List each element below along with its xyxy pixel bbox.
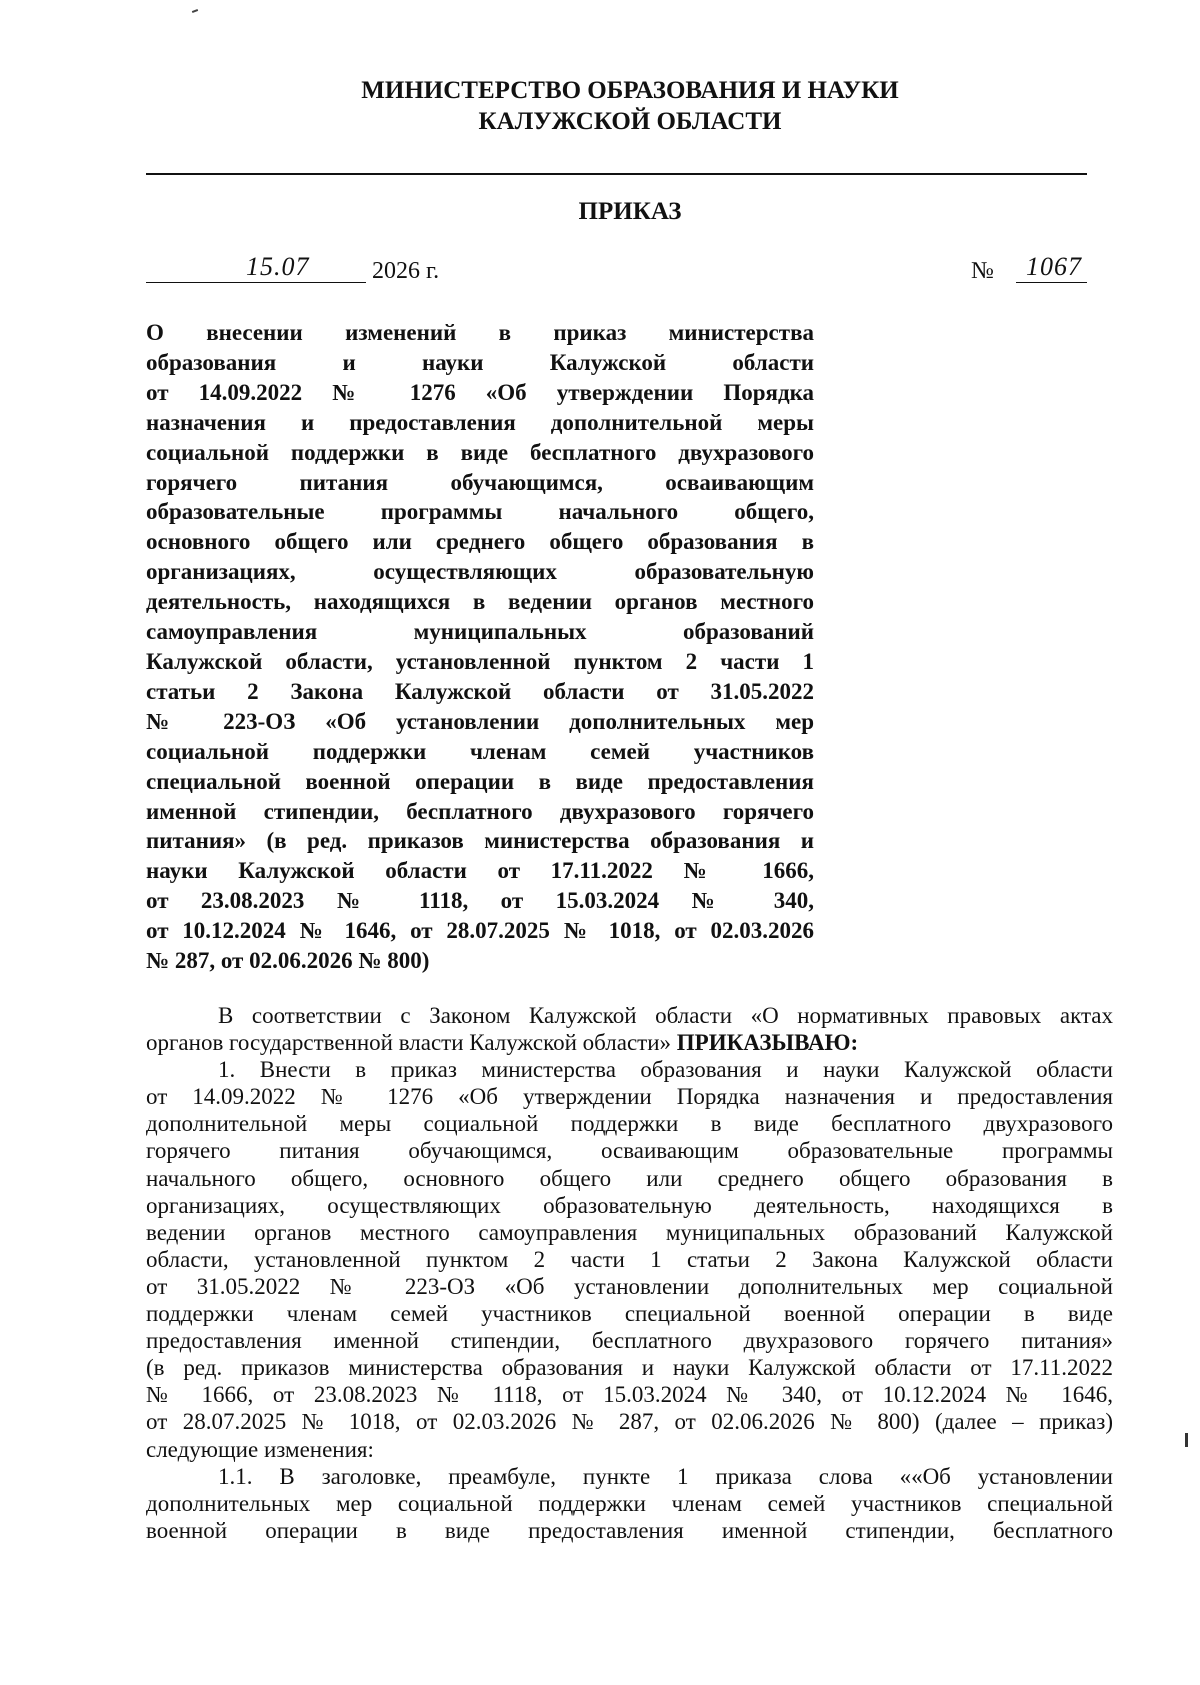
title-line: деятельность, находящихся в ведении органов местного — [146, 589, 814, 615]
date-number-row — [146, 252, 1087, 290]
preamble-emphasis: ПРИКАЗЫВАЮ: — [676, 1030, 859, 1056]
title-line: горячего питания обучающимся, осваивающим — [146, 469, 814, 495]
handwritten-number: 1067 — [1026, 252, 1082, 281]
item-1-line: 1. Внести в приказ министерства образования и науки Калужской области — [218, 1057, 1113, 1083]
title-line: образовательные программы начального общего, — [146, 499, 814, 525]
title-line: Калужской области, установленной пунктом 2 части 1 — [146, 648, 814, 674]
item-1-1-line: 1.1. В заголовке, преамбуле, пункте 1 приказа слова ««Об установлении — [218, 1463, 1113, 1489]
title-line: науки Калужской области от 17.11.2022 № 1666, — [146, 858, 814, 884]
date-underline — [146, 282, 366, 283]
title-line: О внесении изменений в приказ министерства — [146, 320, 814, 345]
title-line: специальной военной операции в виде предоставления — [146, 768, 814, 794]
order-body — [146, 1002, 1113, 1544]
item-1-line: от 31.05.2022 № 223-ОЗ «Об установлении дополнительных мер социальной — [146, 1273, 1113, 1299]
title-line: социальной поддержки членам семей участников — [146, 738, 814, 764]
preamble-line: В соответствии с Законом Калужской области «О нормативных правовых актах — [218, 1003, 1113, 1028]
title-line: образования и науки Калужской области — [146, 349, 814, 375]
title-line: самоуправления муниципальных образований — [146, 619, 814, 645]
title-line: назначения и предоставления дополнительной меры — [146, 409, 814, 435]
ministry-header — [140, 75, 1120, 137]
item-1-1-line: военной операции в виде предоставления именной стипендии, бесплатного — [146, 1517, 1113, 1543]
title-line: питания» (в ред. приказов министерства образования и — [146, 828, 814, 854]
title-line: от 23.08.2023 № 1118, от 15.03.2024 № 340, — [146, 888, 814, 914]
title-line: социальной поддержки в виде бесплатного двухразового — [146, 439, 814, 465]
item-1-1-line: дополнительных мер социальной поддержки членам семей участников специальной — [146, 1490, 1113, 1516]
preamble-line-last — [146, 1029, 1113, 1056]
title-line: статьи 2 Закона Калужской области от 31.05.2022 — [146, 678, 814, 704]
title-line: именной стипендии, бесплатного двухразового горячего — [146, 798, 814, 824]
title-line: № 223-ОЗ «Об установлении дополнительных мер — [146, 708, 814, 734]
item-1-line: предоставления именной стипендии, бесплатного двухразового горячего питания» — [146, 1328, 1113, 1354]
header-divider — [146, 173, 1087, 175]
ministry-line-2: КАЛУЖСКОЙ ОБЛАСТИ — [478, 108, 782, 135]
date-year: 2026 г. — [372, 258, 440, 284]
title-line: организациях, осуществляющих образовательную — [146, 559, 814, 585]
item-1-line: № 1666, от 23.08.2023 № 1118, от 15.03.2024 № 340, от 10.12.2024 № 1646, — [146, 1382, 1113, 1408]
scan-edge-mark — [1185, 1433, 1188, 1447]
order-title — [146, 318, 814, 976]
title-line: от 10.12.2024 № 1646, от 28.07.2025 № 1018, от 02.03.2026 — [146, 918, 814, 944]
number-label: № — [971, 258, 994, 284]
ministry-line-1: МИНИСТЕРСТВО ОБРАЗОВАНИЯ И НАУКИ — [361, 77, 899, 104]
item-1-line: от 14.09.2022 № 1276 «Об утверждении Порядка назначения и предоставления — [146, 1084, 1113, 1110]
item-1-line: горячего питания обучающимся, осваивающим образовательные программы — [146, 1138, 1113, 1164]
item-1-line: начального общего, основного общего или среднего общего образования в — [146, 1165, 1113, 1191]
item-1-line: ведении органов местного самоуправления муниципальных образований Калужской — [146, 1219, 1113, 1245]
handwritten-date: 15.07 — [246, 252, 310, 281]
item-1-line: организациях, осуществляющих образовательную деятельность, находящихся в — [146, 1192, 1113, 1218]
preamble-text: органов государственной власти Калужской области» — [146, 1030, 672, 1056]
scan-artifact-mark — [192, 9, 198, 13]
item-1-line: от 28.07.2025 № 1018, от 02.03.2026 № 287, от 02.06.2026 № 800) (далее – приказ) — [146, 1409, 1113, 1435]
title-line: основного общего или среднего общего образования в — [146, 529, 814, 555]
item-1-line: (в ред. приказов министерства образования и науки Калужской области от 17.11.2022 — [146, 1355, 1113, 1381]
title-line-last: № 287, от 02.06.2026 № 800) — [146, 948, 430, 974]
number-underline — [1016, 282, 1087, 283]
title-line: от 14.09.2022 № 1276 «Об утверждении Порядка — [146, 379, 814, 405]
item-1-line: области, установленной пунктом 2 части 1 статьи 2 Закона Калужской области — [146, 1246, 1113, 1272]
document-type: ПРИКАЗ — [578, 198, 682, 225]
item-1-line: поддержки членам семей участников специальной военной операции в виде — [146, 1301, 1113, 1327]
item-1-line-last: следующие изменения: — [146, 1436, 374, 1462]
item-1-line: дополнительной меры социальной поддержки в виде бесплатного двухразового — [146, 1111, 1113, 1137]
